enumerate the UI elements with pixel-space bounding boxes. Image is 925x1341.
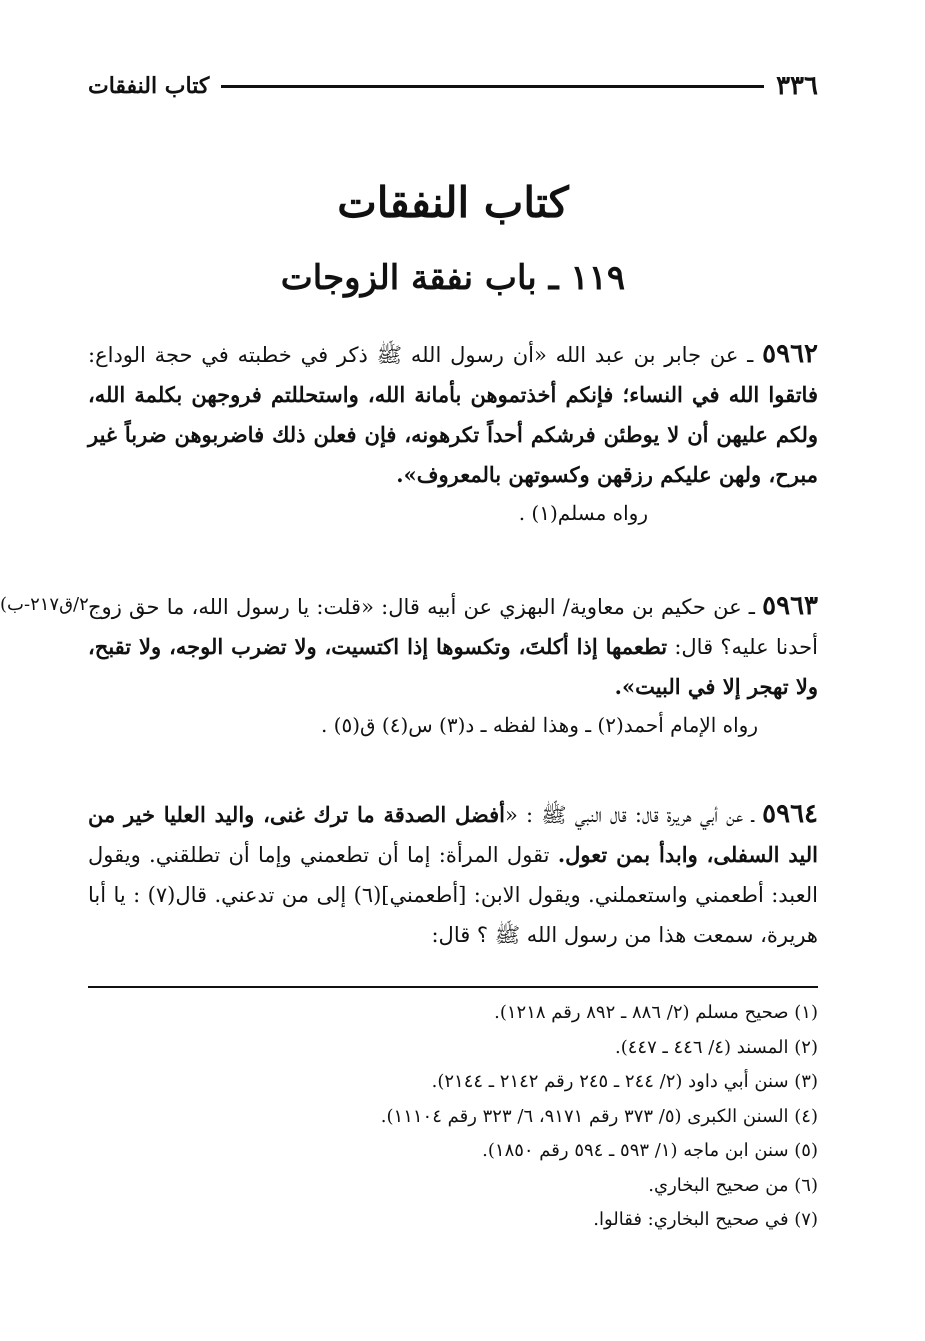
footnotes — [88, 996, 818, 1238]
hadith-5962 — [88, 334, 818, 531]
chapter-title: ١١٩ ـ باب نفقة الزوجات — [280, 258, 626, 298]
running-title: كتاب النفقات — [88, 73, 210, 99]
hadith-intro: ـ عن جابر بن عبد الله «أن رسول الله ﷺ ذكر في خطبته في حجة الوداع: — [88, 343, 763, 367]
running-header — [88, 64, 818, 108]
footnote-7: (٧) في صحيح البخاري: فقالوا. — [593, 1209, 818, 1230]
hadith-5964 — [88, 794, 818, 955]
hadith-intro: ـ عن أبي هريرة قال: قال النبي ﷺ : « — [505, 803, 763, 827]
margin-manuscript-reference: (٢/ق٢١٧-ب — [0, 594, 89, 615]
hadith-quote: فاتقوا الله في النساء؛ فإنكم أخذتموهن بأمانة الله، واستحللتم فروجهن بكلمة الله، ولكم عليهن أن لا يوطئن فرشكم أحداً تكرهونه، فإن فعلن ذلك فاضربوهن ضرباً غير مبرح، ولهن عليكم رزقهن وكسوتهن بالمعروف». — [88, 382, 818, 487]
book-title: كتاب النفقات — [337, 178, 569, 227]
hadith-quote: أفضل الصدقة ما ترك غنى، واليد العليا خير من اليد السفلى، وابدأ بمن تعول. — [88, 802, 819, 867]
hadith-5963 — [88, 586, 818, 743]
hadith-intro: ـ عن حكيم بن معاوية/ البهزي عن أبيه قال: «قلت: يا رسول الله، ما حق زوج أحدنا عليه؟ قال: — [88, 595, 818, 659]
hadith-source: رواه الإمام أحمد(٢) ـ وهذا لفظه ـ د(٣) س(٤) ق(٥) . — [320, 713, 758, 737]
footnote-1: (١) صحيح مسلم (٢/ ٨٨٦ ـ ٨٩٢ رقم ١٢١٨). — [494, 1002, 818, 1023]
header-rule — [221, 85, 764, 88]
page-number: ٣٣٦ — [776, 71, 818, 101]
footnote-6: (٦) من صحيح البخاري. — [648, 1174, 818, 1196]
footnote-4: (٤) السنن الكبرى (٥/ ٣٧٣ رقم ٩١٧١، ٦/ ٣٢٣ رقم ١١١٠٤). — [380, 1105, 818, 1127]
hadith-continuation: تقول المرأة: إما أن تطعمني وإما أن تطلقني. ويقول العبد: أطعمني واستعملني. ويقول الابن: [أطعمني](٦) إلى من تدعني. قال(٧) : يا أبا هريرة، سمعت هذا من رسول الله ﷺ ؟ قال: — [88, 843, 819, 947]
hadith-number: ٥٩٦٢ — [762, 339, 818, 369]
hadith-quote: تطعمها إذا أكلتَ، وتكسوها إذا اكتسيت، ولا تضرب الوجه، ولا تقبح، ولا تهجر إلا في البيت». — [88, 634, 818, 699]
footnote-2: (٢) المسند (٤/ ٤٤٦ ـ ٤٤٧). — [615, 1036, 818, 1058]
hadith-paragraph — [88, 586, 818, 707]
hadith-source: رواه مسلم(١) . — [518, 501, 648, 525]
footnote-separator — [88, 986, 818, 988]
hadith-number: ٥٩٦٤ — [762, 799, 818, 829]
hadith-paragraph — [88, 794, 818, 955]
footnote-3: (٣) سنن أبي داود (٢/ ٢٤٤ ـ ٢٤٥ رقم ٢١٤٢ ـ ٢١٤٤). — [431, 1071, 818, 1092]
footnote-5: (٥) سنن ابن ماجه (١/ ٥٩٣ ـ ٥٩٤ رقم ١٨٥٠). — [482, 1140, 818, 1161]
hadith-number: ٥٩٦٣ — [762, 591, 818, 621]
hadith-paragraph — [88, 334, 818, 495]
